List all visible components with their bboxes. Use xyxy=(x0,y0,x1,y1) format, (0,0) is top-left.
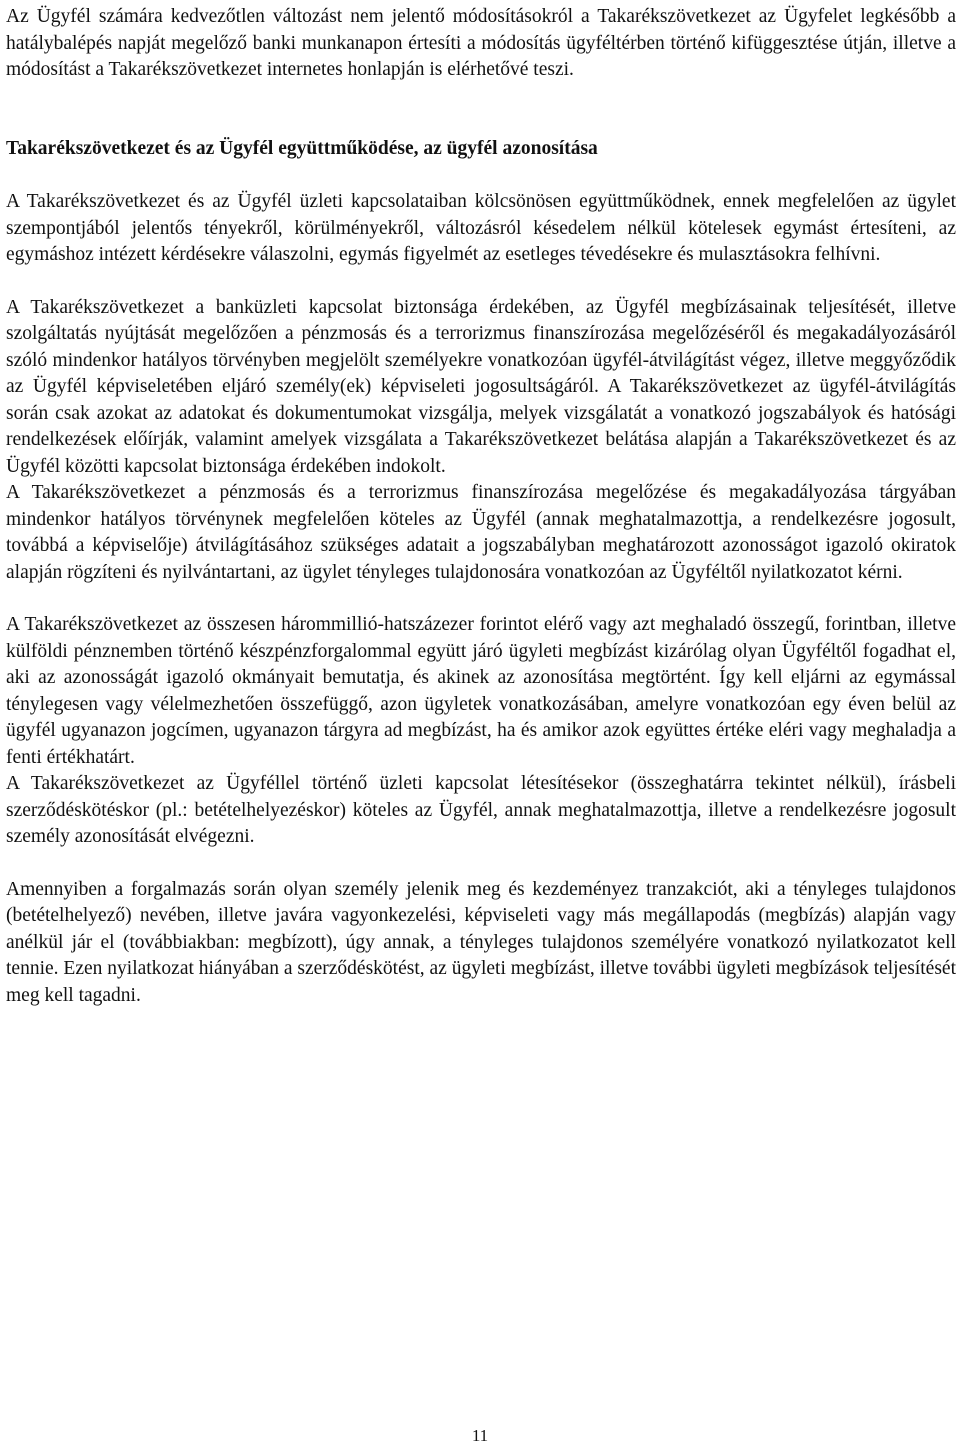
intro-paragraph: Az Ügyfél számára kedvezőtlen változást nem jelentő módosításokról a Takarékszövetkezet az Ügyfelet legkésőbb a hatálybalépés napját megelőző banki munkanapon értesíti a módosítás ügyféltérben történő kifüggesztése útján, illetve a módosítást a Takarékszövetkezet internetes honlapján is elérhetővé teszi. xyxy=(6,6,956,80)
paragraph-identification: A Takarékszövetkezet az Ügyféllel történő üzleti kapcsolat létesítésekor (összeghatárra tekintet nélkül), írásbeli szerződéskötéskor (pl.: betételhelyezéskor) köteles az Ügyfél, annak meghatalmazottja, illetve a rendelkezésre jogosult személy azonosítását elvégezni. xyxy=(6,773,956,847)
paragraph-cooperation: A Takarékszövetkezet és az Ügyfél üzleti kapcsolataiban kölcsönösen együttműködnek, ennek megfelelően az ügylet szempontjából jelentős tényekről, körülményekről, változásról késedelem nélkül kötelesek egymást értesíteni, az egymáshoz intézett kérdésekre válaszolni, egymás figyelmét az esetleges tévedésekre és mulasztásokra felhívni. xyxy=(6,191,956,265)
paragraph-beneficial-owner: Amennyiben a forgalmazás során olyan személy jelenik meg és kezdeményez tranzakciót, aki a tényleges tulajdonos (betételhelyező) nevében, illetve javára vagyonkezelési, képviseleti vagy más megállapodás (megbízás) alapján vagy anélkül jár el (továbbiakban: megbízott), úgy annak, a tényleges tulajdonos személyére vonatkozó nyilatkozatot kell tennie. Ezen nyilatkozat hiányában a szerződéskötést, az ügyleti megbízást, illetve további ügyleti megbízások teljesítését meg kell tagadni. xyxy=(6,878,956,1006)
paragraph-anti-money-laundering: A Takarékszövetkezet a pénzmosás és a terrorizmus finanszírozása megelőzése és megakadályozása tárgyában mindenkor hatályos törvénynek megfelelően köteles az Ügyfél (annak meghatalmazottja, a rendelkezésre jogosult, továbbá a képviselője) átvilágításához szükséges adatait a jogszabályban meghatározott azonosságot igazoló okiratok alapján rögzíteni és nyilvántartani, az ügylet tényleges tulajdonosára vonatkozóan az Ügyféltől nyilatkozatot kérni. xyxy=(6,482,956,583)
page-number: 11 xyxy=(471,1426,489,1445)
paragraph-cash-threshold: A Takarékszövetkezet az összesen hárommillió-hatszázezer forintot elérő vagy azt meghaladó összegű, forintban, illetve külföldi pénznemben történő készpénzforgalommal együtt járó ügyleti megbízást kizárólag olyan Ügyféltől fogadhat el, aki az azonosságát igazoló okmányait bemutatja, és akinek az azonosítása megtörtént. Így kell eljárni az egymással ténylegesen vagy vélelmezhetően összefüggő, azon ügyletek vonatkozásában, amelyre vonatkozóan egy éven belül az ügyfél ugyanazon jogcímen, ugyanazon tárgyra ad megbízást, ha és amikor azok együttes értéke eléri vagy meghaladja a fenti értékhatárt. xyxy=(6,614,956,768)
paragraph-customer-due-diligence: A Takarékszövetkezet a banküzleti kapcsolat biztonsága érdekében, az Ügyfél megbízásainak teljesítését, illetve szolgáltatás nyújtását megelőzően a pénzmosás és a terrorizmus finanszírozása megelőzéséről és megakadályozásáról szóló mindenkor hatályos törvényben megjelölt személyekre vonatkozóan ügyfél-átvilágítást végez, illetve meggyőződik az Ügyfél képviseletében eljáró személy(ek) képviseleti jogosultságáról. A Takarékszövetkezet az ügyfél-átvilágítás során csak azokat az adatokat és dokumentumokat vizsgálja, melyek vizsgálatát a vonatkozó jogszabályok és hatósági rendelkezések előírják, valamint amelyek vizsgálata a Takarékszövetkezet belátása alapján a Takarékszövetkezet és az Ügyfél közötti kapcsolat biztonsága érdekében indokolt. xyxy=(6,296,956,477)
section-heading: Takarékszövetkezet és az Ügyfél együttműködése, az ügyfél azonosítása xyxy=(6,137,598,159)
document-page xyxy=(6,4,956,1009)
